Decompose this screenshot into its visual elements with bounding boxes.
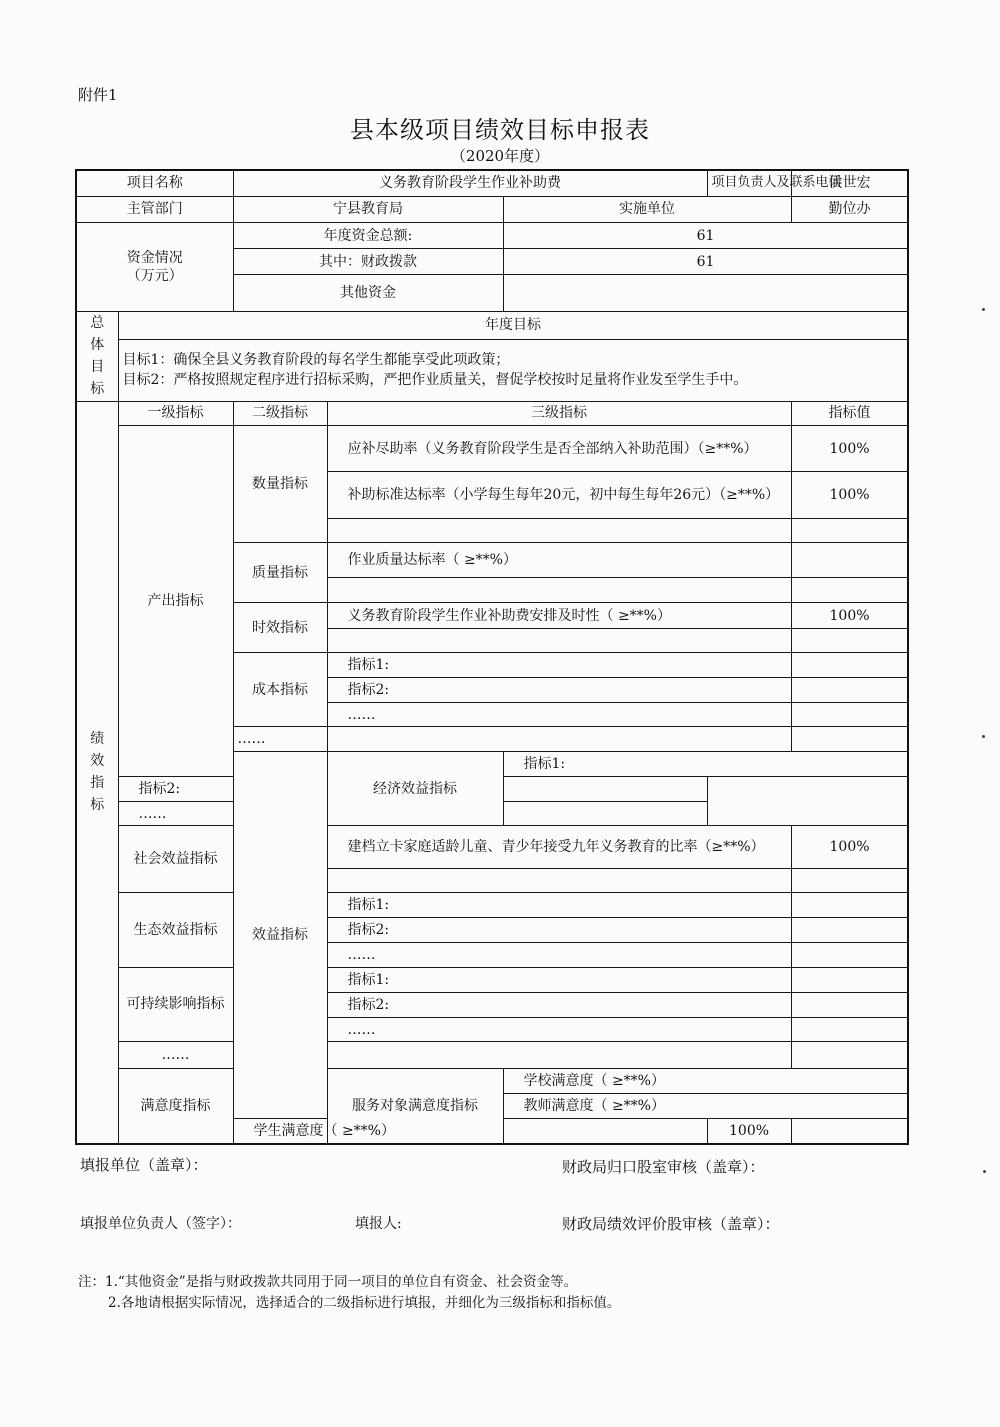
- social-indicator-label: 社会效益指标: [118, 826, 233, 893]
- other-fund-value: [503, 275, 908, 311]
- performance-target-table: [75, 169, 909, 1145]
- form-title: 县本级项目绩效目标申报表: [350, 116, 650, 144]
- form-year: （2020年度）: [450, 147, 550, 165]
- leader-value: 侯世宏: [791, 170, 908, 196]
- quantity-row-2: 补助标准达标率（小学每生每年20元，初中每生每年26元）（≥**%）: [327, 472, 791, 518]
- cost-row-3: ……: [327, 703, 791, 727]
- col-value-header: 指标值: [791, 401, 908, 425]
- leader-label: 项目负责人及联系电话: [707, 170, 791, 196]
- col-level2-header: 二级指标: [233, 401, 327, 425]
- ecological-row-2-value: [791, 918, 908, 943]
- cost-row-3-value: [791, 703, 908, 727]
- total-fund-value: 61: [503, 222, 908, 248]
- project-name-value: 义务教育阶段学生作业补助费: [233, 170, 707, 196]
- quantity-row-3: [327, 518, 791, 542]
- benefit-indicator-label: 效益指标: [233, 751, 327, 1118]
- output-indicator-label: 产出指标: [118, 425, 233, 776]
- economic-row-3-value: [503, 802, 707, 826]
- quantity-row-1: 应补尽助率（义务教育阶段学生是否全部纳入补助范围）（≥**%）: [327, 425, 791, 471]
- quality-indicator-label: 质量指标: [233, 542, 327, 603]
- timeliness-row-2-value: [791, 628, 908, 652]
- ecological-row-3: ……: [327, 943, 791, 967]
- dept-value: 宁县教育局: [233, 196, 503, 222]
- student-satisfaction-value: 100%: [707, 1118, 791, 1144]
- economic-indicator-label: 经济效益指标: [327, 751, 503, 826]
- satisfaction-indicator-label: 满意度指标: [118, 1068, 233, 1144]
- scan-speck: [982, 308, 985, 311]
- quality-row-1-value: [791, 542, 908, 577]
- output-more-value: [791, 727, 908, 751]
- overall-goal-side-label: 总 体 目 标: [76, 311, 118, 401]
- social-row-2: [327, 868, 791, 892]
- total-fund-label: 年度资金总额:: [233, 222, 503, 248]
- quantity-row-2-value: 100%: [791, 472, 908, 518]
- annual-goal-header: 年度目标: [118, 311, 908, 339]
- fill-leader-sign: 填报单位负责人（签字）：: [80, 1216, 241, 1232]
- quantity-row-3-value: [791, 518, 908, 542]
- economic-row-3: ……: [118, 802, 503, 826]
- benefit-more-label: ……: [118, 1042, 233, 1068]
- finance-review-stamp: 财政局归口股室审核（盖章）：: [562, 1158, 765, 1176]
- col-level3-header: 三级指标: [327, 401, 791, 425]
- cost-row-1: 指标1:: [327, 652, 791, 677]
- cost-row-2-value: [791, 678, 908, 703]
- attachment-label: 附件1: [78, 86, 118, 104]
- sustainable-row-3-value: [791, 1018, 908, 1042]
- sustainable-row-2: 指标2:: [327, 992, 791, 1017]
- finance-fund-label: 其中：财政拨款: [233, 249, 503, 275]
- economic-row-1: 指标1:: [503, 751, 908, 776]
- sustainable-row-1: 指标1:: [327, 967, 791, 992]
- perf-review-stamp: 财政局绩效评价股审核（盖章）：: [562, 1215, 780, 1233]
- ecological-row-1: 指标1:: [327, 892, 791, 917]
- quality-row-2: [327, 578, 791, 603]
- benefit-more-row: [327, 1042, 791, 1068]
- cost-indicator-label: 成本指标: [233, 652, 327, 727]
- note-1: 注：1.“其他资金”是指与财政拨款共同用于同一项目的单位自有资金、社会资金等。: [78, 1274, 578, 1290]
- economic-row-2: 指标2:: [118, 776, 503, 801]
- economic-row-2-value: [503, 776, 707, 801]
- ecological-row-3-value: [791, 943, 908, 967]
- teacher-satisfaction-row: 教师满意度（ ≥**%）: [503, 1093, 908, 1118]
- col-level1-header: 一级指标: [118, 401, 233, 425]
- dept-label: 主管部门: [76, 196, 233, 222]
- note-2: 2.各地请根据实际情况，选择适合的二级指标进行填报，并细化为三级指标和指标值。: [108, 1295, 621, 1311]
- ecological-row-1-value: [791, 892, 908, 917]
- impl-value: 勤位办: [791, 196, 908, 222]
- fund-label: 资金情况 （万元）: [76, 222, 233, 311]
- sustainable-row-1-value: [791, 967, 908, 992]
- perf-side-label: 绩 效 指 标: [76, 401, 118, 1144]
- scan-speck: [982, 735, 985, 738]
- sustainable-indicator-label: 可持续影响指标: [118, 967, 233, 1042]
- cost-row-1-value: [791, 652, 908, 677]
- cost-row-2: 指标2:: [327, 678, 791, 703]
- finance-fund-value: 61: [503, 249, 908, 275]
- other-fund-label: 其他资金: [233, 275, 503, 311]
- output-more-label: ……: [233, 727, 327, 751]
- sustainable-row-2-value: [791, 992, 908, 1017]
- filler-sign: 填报人:: [355, 1216, 402, 1232]
- social-row-2-value: [791, 868, 908, 892]
- ecological-indicator-label: 生态效益指标: [118, 892, 233, 967]
- scan-speck: [983, 1170, 986, 1173]
- annual-goal-text: 目标1：确保全县义务教育阶段的每名学生都能享受此项政策； 目标2：严格按照规定程序进行招标采购，严把作业质量关，督促学校按时足量将作业发至学生手中。: [118, 339, 908, 401]
- social-row-1: 建档立卡家庭适龄儿童、青少年接受九年义务教育的比率（≥**%）: [327, 826, 791, 868]
- quality-row-2-value: [791, 578, 908, 603]
- timeliness-indicator-label: 时效指标: [233, 603, 327, 652]
- school-satisfaction-row: 学校满意度（ ≥**%）: [503, 1068, 908, 1093]
- output-more-row: [327, 727, 791, 751]
- timeliness-row-2: [327, 628, 791, 652]
- student-satisfaction-row: 学生满意度（ ≥**%）: [233, 1118, 707, 1144]
- fill-unit-stamp: 填报单位（盖章）：: [80, 1156, 208, 1174]
- social-row-1-value: 100%: [791, 826, 908, 868]
- timeliness-row-1: 义务教育阶段学生作业补助费安排及时性（ ≥**%）: [327, 603, 791, 628]
- service-satisfaction-label: 服务对象满意度指标: [327, 1068, 503, 1144]
- sustainable-row-3: ……: [327, 1018, 791, 1042]
- quantity-indicator-label: 数量指标: [233, 425, 327, 542]
- ecological-row-2: 指标2:: [327, 918, 791, 943]
- quantity-row-1-value: 100%: [791, 425, 908, 471]
- impl-label: 实施单位: [503, 196, 791, 222]
- project-name-label: 项目名称: [76, 170, 233, 196]
- quality-row-1: 作业质量达标率（ ≥**%）: [327, 542, 791, 577]
- timeliness-row-1-value: 100%: [791, 603, 908, 628]
- benefit-more-value: [791, 1042, 908, 1068]
